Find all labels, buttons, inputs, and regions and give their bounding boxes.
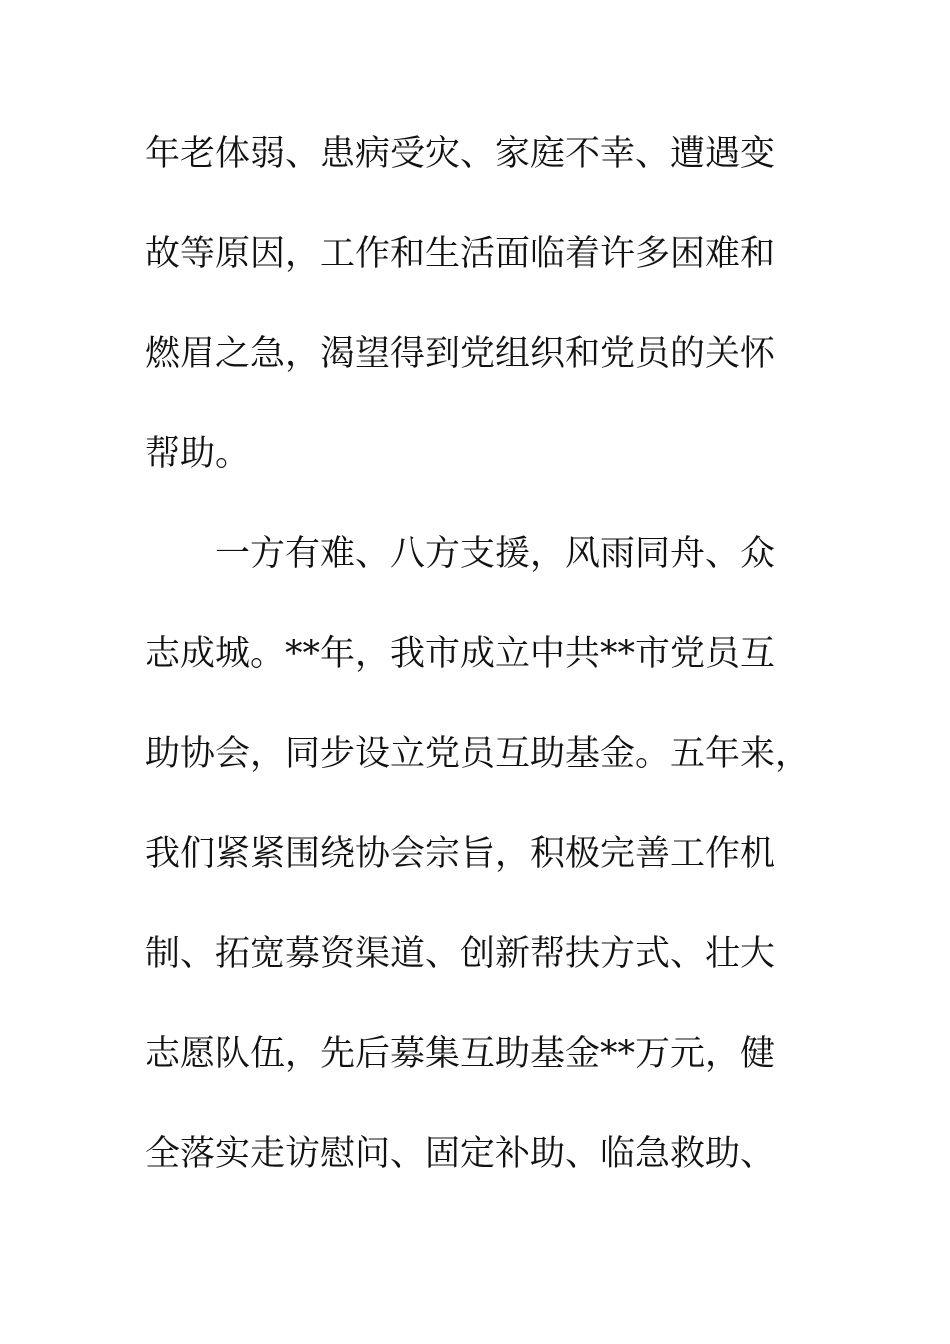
text-line: 故等原因，工作和生活面临着许多困难和 <box>145 234 776 274</box>
text-line: 燃眉之急，渴望得到党组织和党员的关怀 <box>145 334 776 374</box>
text-line: 制、拓宽募资渠道、创新帮扶方式、壮大 <box>145 934 776 974</box>
text-line: 助协会，同步设立党员互助基金。五年来， <box>145 734 811 774</box>
text-line: 年老体弱、患病受灾、家庭不幸、遭遇变 <box>145 134 776 174</box>
text-line: 志成城。**年，我市成立中共**市党员互 <box>145 634 776 674</box>
text-line: 志愿队伍，先后募集互助基金**万元，健 <box>145 1034 776 1074</box>
text-line: 帮助。 <box>145 434 251 474</box>
paragraph-first-line: 一方有难、八方支援，风雨同舟、众 <box>215 534 776 574</box>
text-line: 我们紧紧围绕协会宗旨，积极完善工作机 <box>145 834 776 874</box>
document-body <box>145 120 811 1220</box>
text-line: 全落实走访慰问、固定补助、临急救助、 <box>145 1134 776 1174</box>
